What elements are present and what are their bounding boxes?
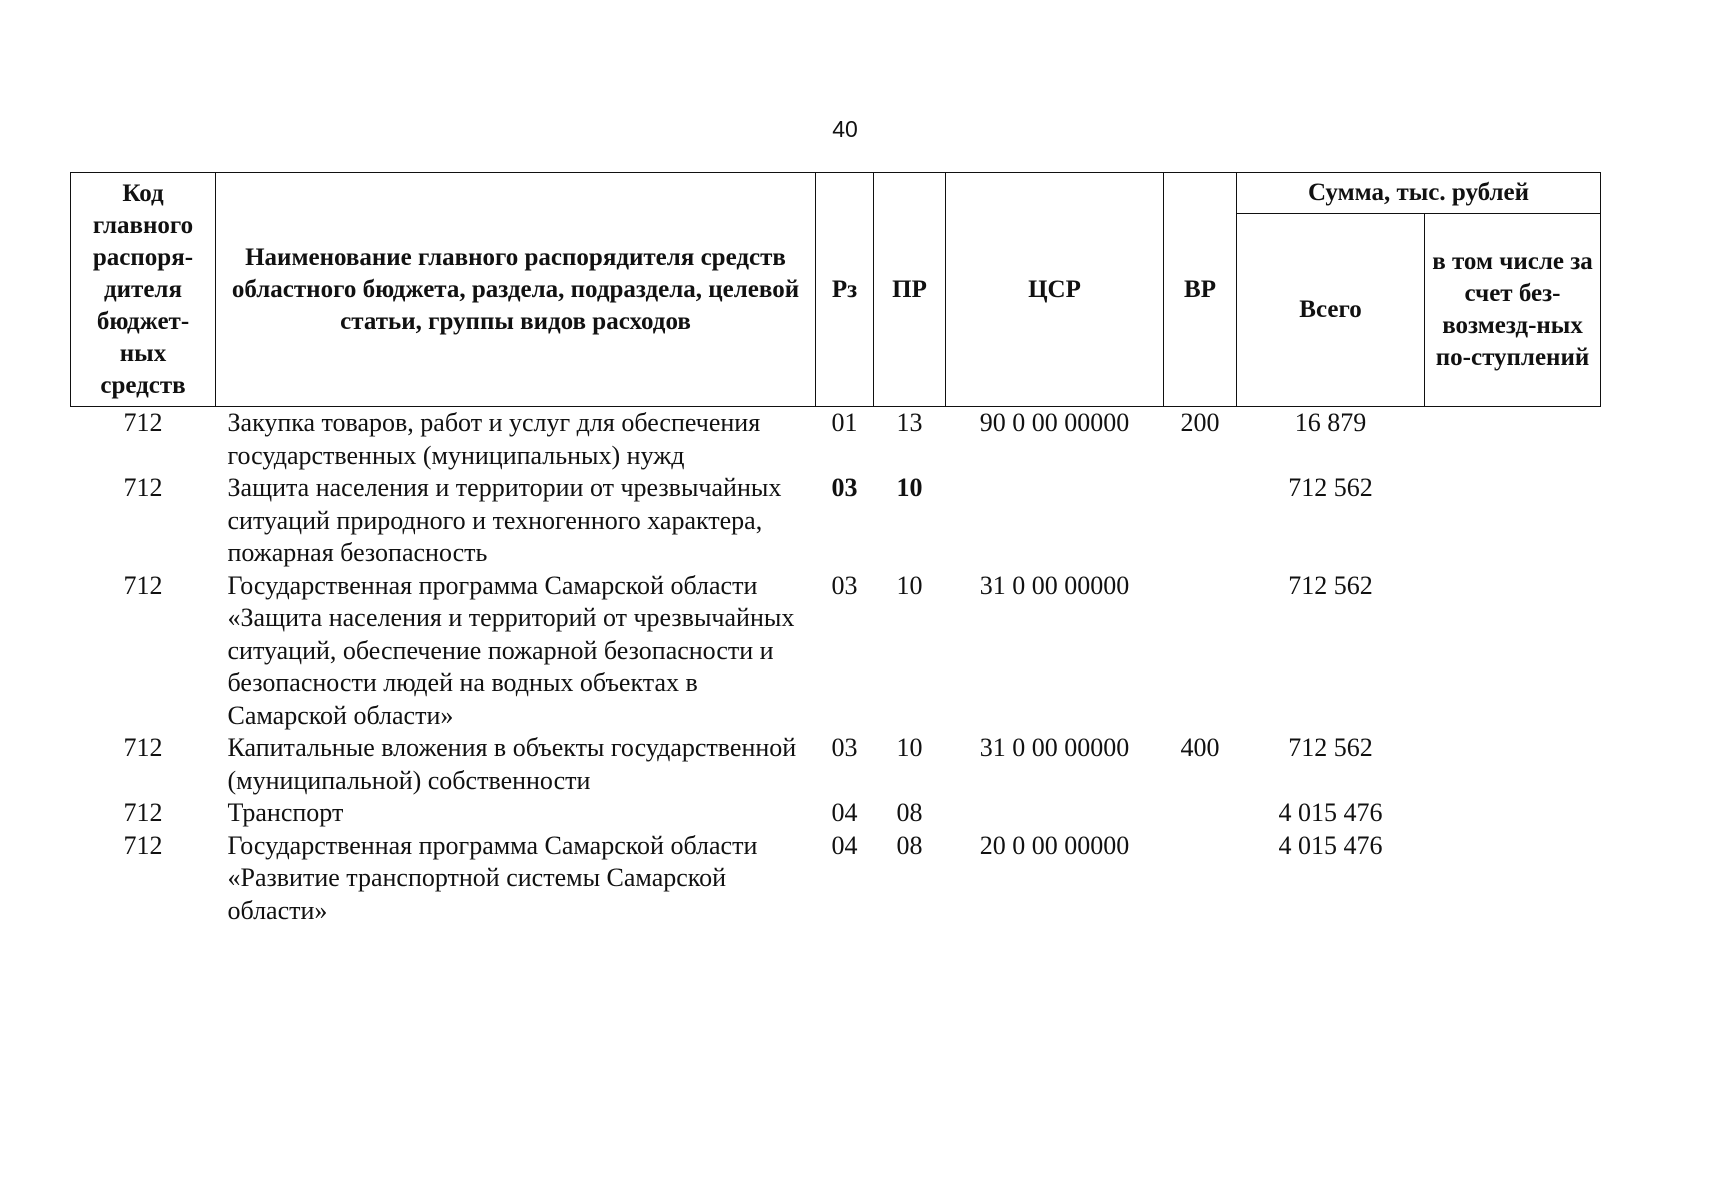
header-total: Всего (1237, 214, 1425, 407)
row-free-receipts (1425, 570, 1601, 733)
row-total: 16 879 (1294, 408, 1367, 437)
row-name: Государственная программа Самарской области «Развитие транспортной системы Самарской области» (227, 830, 758, 925)
table-row (71, 830, 1601, 928)
row-code: 712 (123, 830, 163, 860)
row-csr (946, 797, 1164, 830)
table-row (71, 407, 1601, 473)
row-code: 712 (123, 408, 163, 437)
row-total: 4 015 476 (1278, 798, 1383, 827)
table-row (71, 732, 1601, 797)
row-name: Транспорт (227, 798, 344, 827)
row-code: 712 (123, 733, 163, 762)
row-csr (946, 472, 1164, 570)
row-pr: 10 (896, 733, 923, 762)
table-row (71, 797, 1601, 830)
row-rz: 04 (831, 798, 858, 827)
row-code: 712 (123, 570, 163, 600)
row-csr: 90 0 00 00000 (979, 408, 1130, 437)
row-name: Капитальные вложения в объекты государственной (муниципальной) собственности (227, 733, 797, 795)
row-rz: 03 (831, 570, 858, 600)
row-total: 712 562 (1288, 473, 1373, 502)
row-pr: 10 (896, 473, 923, 502)
row-total: 4 015 476 (1278, 830, 1383, 860)
row-vr (1164, 472, 1237, 570)
row-vr (1164, 797, 1237, 830)
header-name: Наименование главного распорядителя средств областного бюджета, раздела, подраздела, целевой статьи, группы видов расходов (216, 173, 816, 407)
row-pr: 10 (896, 570, 923, 600)
page-number: 40 (832, 116, 858, 142)
row-free-receipts (1425, 472, 1601, 570)
row-name: Защита населения и территории от чрезвычайных ситуаций природного и техногенного характера, пожарная безопасность (227, 473, 782, 567)
row-pr: 08 (896, 798, 923, 827)
row-vr: 200 (1180, 408, 1220, 437)
row-rz: 04 (831, 830, 858, 860)
header-code: Код главного распоря-дителя бюджет-ных средств (71, 173, 216, 407)
row-vr: 400 (1180, 733, 1220, 762)
table-row (71, 570, 1601, 733)
row-vr (1164, 830, 1237, 928)
row-csr: 31 0 00 00000 (979, 733, 1130, 762)
table-body (71, 407, 1601, 928)
row-name: Государственная программа Самарской области «Защита населения и территорий от чрезвычайных ситуаций, обеспечение пожарной безопасности и безопасности людей на водных объектах в Самарской области» (227, 570, 795, 730)
header-pr: ПР (874, 173, 946, 407)
row-code: 712 (123, 473, 163, 502)
row-rz: 01 (831, 408, 858, 437)
row-free-receipts (1425, 797, 1601, 830)
header-vr: ВР (1164, 173, 1237, 407)
row-code: 712 (123, 798, 163, 827)
header-free-receipts: в том числе за счет без-возмезд-ных по-ступлений (1425, 214, 1601, 407)
row-total: 712 562 (1288, 570, 1373, 600)
row-free-receipts (1425, 732, 1601, 797)
table-row (71, 472, 1601, 570)
row-rz: 03 (831, 733, 858, 762)
row-name: Закупка товаров, работ и услуг для обеспечения государственных (муниципальных) нужд (227, 408, 761, 470)
row-vr (1164, 570, 1237, 733)
table-header (71, 173, 1601, 407)
header-sum-group: Сумма, тыс. рублей (1237, 173, 1601, 214)
row-csr: 31 0 00 00000 (979, 570, 1130, 600)
budget-table (70, 172, 1601, 927)
row-rz: 03 (831, 473, 858, 502)
row-free-receipts (1425, 407, 1601, 473)
row-free-receipts (1425, 830, 1601, 928)
row-total: 712 562 (1288, 733, 1373, 762)
row-pr: 08 (896, 830, 923, 860)
row-csr: 20 0 00 00000 (979, 830, 1130, 860)
header-csr: ЦСР (946, 173, 1164, 407)
row-pr: 13 (896, 408, 923, 437)
header-rz: Рз (816, 173, 874, 407)
